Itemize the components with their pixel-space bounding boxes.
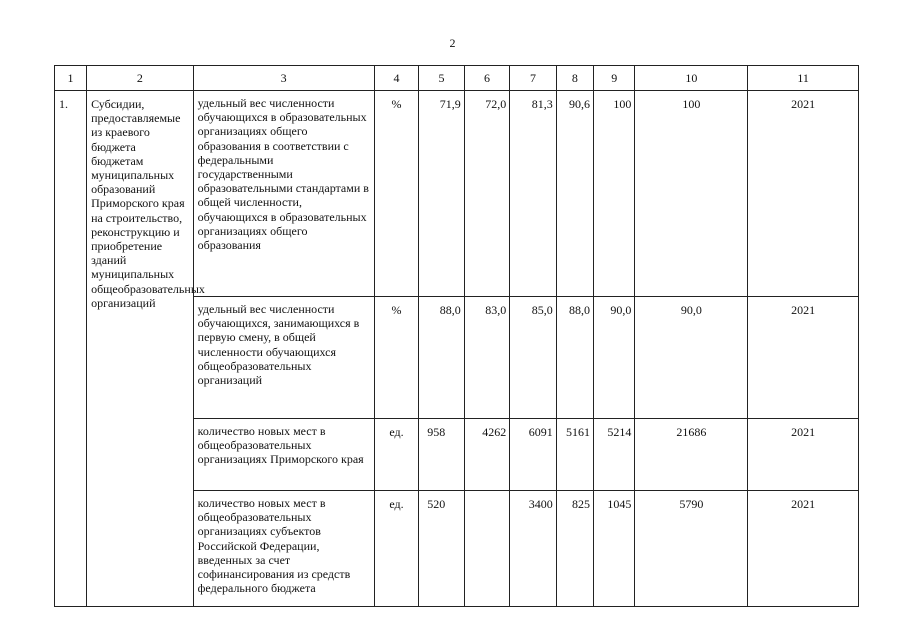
value-cell: 5161 — [556, 419, 593, 491]
header-row — [55, 66, 859, 91]
value-cell: 72,0 — [464, 91, 510, 297]
value-cell: 71,9 — [419, 91, 465, 297]
column-header: 10 — [635, 66, 748, 91]
column-header: 5 — [419, 66, 465, 91]
table-row — [55, 91, 859, 297]
column-header: 7 — [510, 66, 557, 91]
value-cell: 5790 — [635, 491, 748, 607]
value-cell: 520 — [419, 491, 465, 607]
unit-cell: % — [374, 91, 418, 297]
value-cell — [464, 491, 510, 607]
column-header: 1 — [55, 66, 87, 91]
value-cell: 85,0 — [510, 297, 557, 419]
column-header: 9 — [594, 66, 635, 91]
value-cell: 5214 — [594, 419, 635, 491]
unit-cell: ед. — [374, 491, 418, 607]
column-header: 6 — [464, 66, 510, 91]
value-cell: 100 — [635, 91, 748, 297]
value-cell: 6091 — [510, 419, 557, 491]
value-cell: 88,0 — [419, 297, 465, 419]
column-header: 2 — [87, 66, 194, 91]
column-header: 4 — [374, 66, 418, 91]
value-cell: 100 — [594, 91, 635, 297]
indicator-text: удельный вес численности обучающихся в образовательных организациях общего образования в соответствии с федеральными государственными образовательными стандартами в общей численности, обучающихся в образовательных организациях общего образования — [193, 91, 374, 297]
value-cell: 90,0 — [635, 297, 748, 419]
page-number: 2 — [449, 36, 456, 50]
year-cell: 2021 — [748, 91, 859, 297]
row-number: 1. — [55, 91, 87, 607]
value-cell: 958 — [419, 419, 465, 491]
value-cell: 21686 — [635, 419, 748, 491]
value-cell: 88,0 — [556, 297, 593, 419]
indicator-text: количество новых мест в общеобразовательных организациях субъектов Российской Федерации, введенных за счет софинансирования из средств федерального бюджета — [193, 491, 374, 607]
indicator-text: удельный вес численности обучающихся, занимающихся в первую смену, в общей численности обучающихся общеобразовательных организаций — [193, 297, 374, 419]
year-cell: 2021 — [748, 419, 859, 491]
value-cell: 3400 — [510, 491, 557, 607]
value-cell: 90,0 — [594, 297, 635, 419]
year-cell: 2021 — [748, 297, 859, 419]
column-header: 8 — [556, 66, 593, 91]
program-name: Субсидии, предоставляемые из краевого бюджета бюджетам муниципальных образований Приморского края на строительство, реконструкцию и приобретение зданий муниципальных общеобразовательных организаций — [87, 91, 194, 607]
unit-cell: ед. — [374, 419, 418, 491]
value-cell: 90,6 — [556, 91, 593, 297]
value-cell: 825 — [556, 491, 593, 607]
indicator-text: количество новых мест в общеобразовательных организациях Приморского края — [193, 419, 374, 491]
value-cell: 4262 — [464, 419, 510, 491]
column-header: 3 — [193, 66, 374, 91]
value-cell: 83,0 — [464, 297, 510, 419]
unit-cell: % — [374, 297, 418, 419]
value-cell: 1045 — [594, 491, 635, 607]
column-header: 11 — [748, 66, 859, 91]
indicators-table — [54, 65, 859, 607]
year-cell: 2021 — [748, 491, 859, 607]
value-cell: 81,3 — [510, 91, 557, 297]
